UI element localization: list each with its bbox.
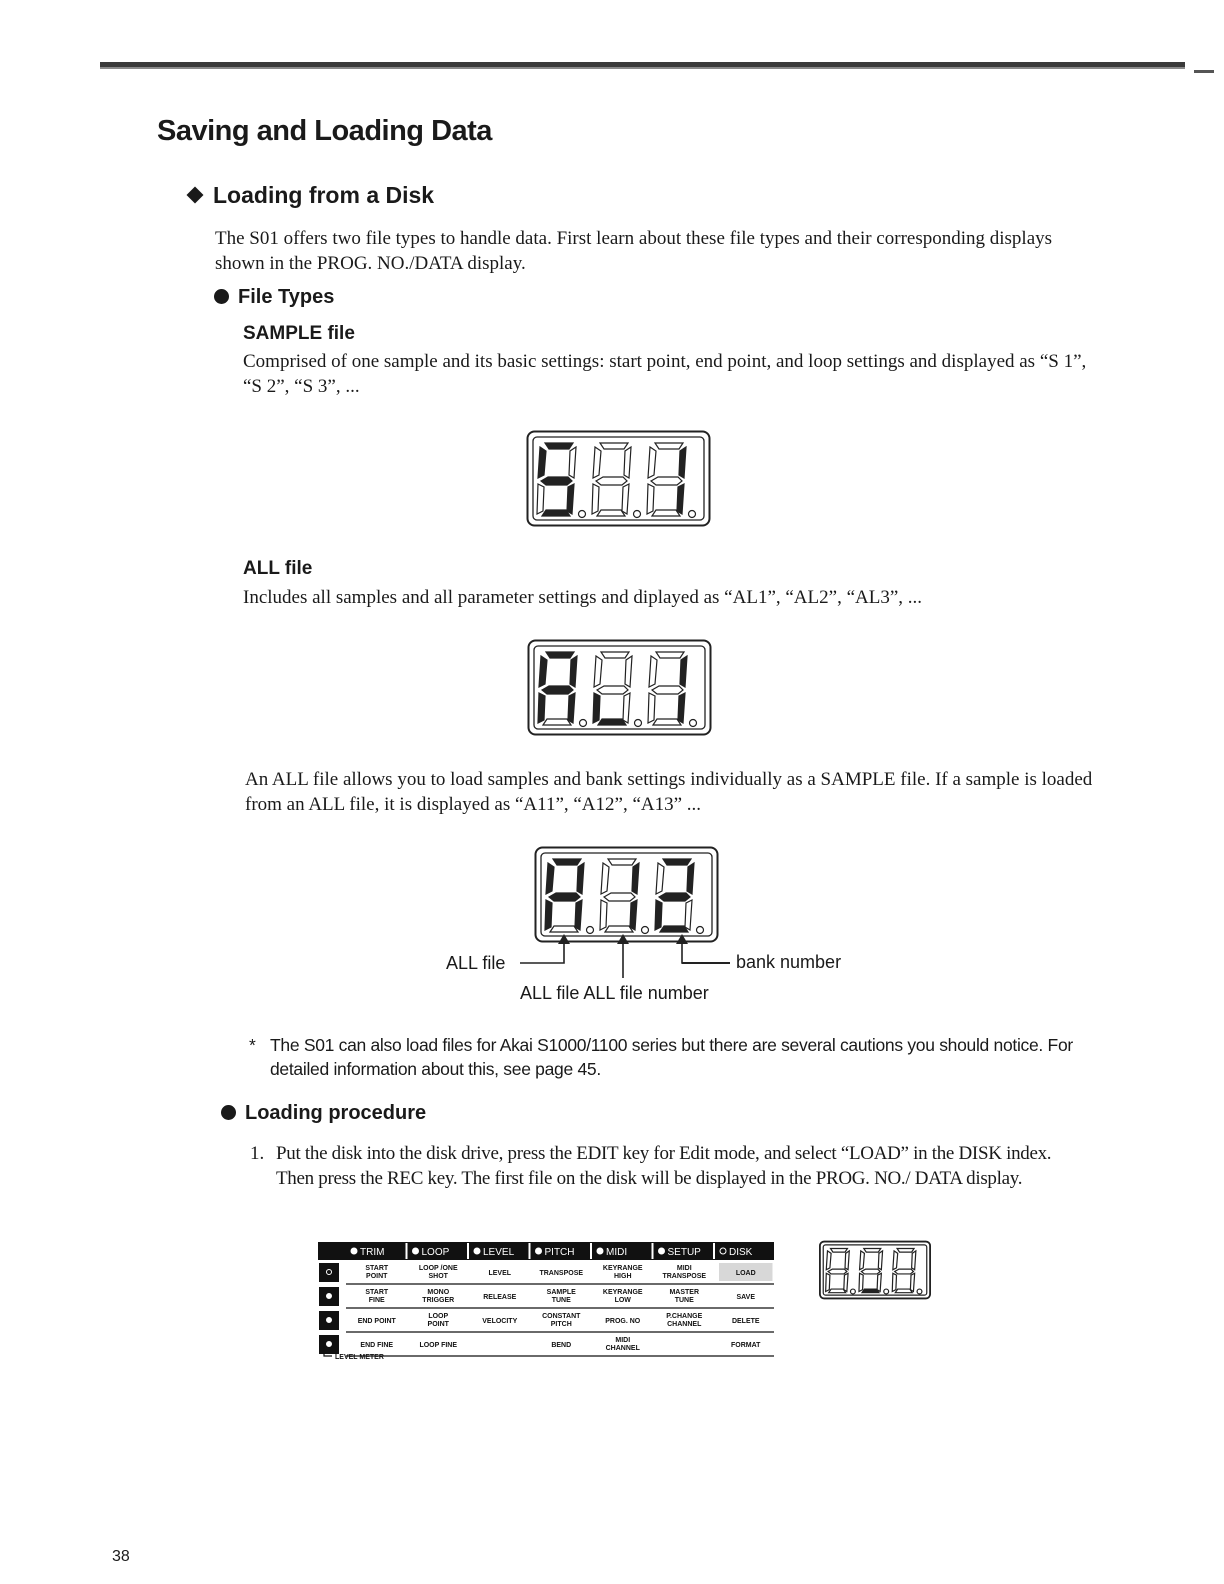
panel-cell-label: MONO: [427, 1289, 450, 1296]
panel-row-led-3: [327, 1342, 332, 1347]
panel-cell-label: END POINT: [357, 1318, 396, 1325]
arrow-bank-number: [682, 942, 700, 963]
page-number: 38: [112, 1548, 130, 1565]
panel-cell-label: SHOT: [428, 1273, 448, 1280]
panel-cell-label: PITCH: [550, 1321, 572, 1328]
panel-cell-label: KEYRANGE: [602, 1265, 643, 1272]
all-sample-text: An ALL file allows you to load samples and bank settings individually as a SAMPLE file. If a sample is loaded from an ALL file, it is displayed as “A11”, “A12”, “A13” ...: [245, 769, 1093, 815]
panel-led-1: [413, 1248, 419, 1254]
panel-cell-label: CHANNEL: [605, 1345, 640, 1352]
arrow-head-2: [617, 934, 629, 944]
lcd-display-small: [819, 1240, 931, 1300]
panel-cell-label: RELEASE: [483, 1294, 517, 1301]
panel-cell-label: LOOP /ONE: [418, 1265, 458, 1272]
intro-paragraph: The S01 offers two file types to handle data. First learn about these file types and their corresponding displays shown in the PROG. NO./DATA display.: [215, 228, 1053, 274]
panel-led-0: [351, 1248, 357, 1254]
panel-cell-label: FINE: [368, 1297, 385, 1304]
panel-row-led-0: [327, 1270, 332, 1275]
panel-cell-label: LOOP: [428, 1313, 449, 1320]
top-rule-tail: [1194, 70, 1214, 73]
panel-cell-label: DELETE: [731, 1318, 760, 1325]
note-text: The S01 can also load files for Akai S1000/1100 series but there are several cautions you should notice. For detailed information about this, see page 45.: [270, 1035, 1073, 1079]
panel-led-4: [597, 1248, 603, 1254]
panel-led-2: [474, 1248, 480, 1254]
panel-led-3: [536, 1248, 542, 1254]
panel-cell-label: START: [365, 1265, 389, 1272]
lcd-display-sample: [526, 430, 711, 527]
panel-cell-label: HIGH: [614, 1273, 632, 1280]
panel-cell-label: TRANSPOSE: [662, 1273, 707, 1280]
panel-cell-label: END FINE: [360, 1342, 394, 1349]
label-all-file: ALL file: [446, 953, 506, 973]
panel-cell-label: KEYRANGE: [602, 1289, 643, 1296]
bullet-icon: [221, 1105, 236, 1120]
step-text: Put the disk into the disk drive, press the EDIT key for Edit mode, and select “LOAD” in the DISK index. Then press the REC key. The first file on the disk will be displayed in the PROG. NO./ DATA display.: [276, 1143, 1052, 1189]
note-marker: *: [249, 1035, 256, 1055]
sample-file-heading: SAMPLE file: [243, 323, 355, 344]
panel-cell-label: BEND: [551, 1342, 572, 1349]
arrow-all-file: [520, 942, 564, 963]
lcd-display-all-sample: [534, 846, 719, 943]
panel-header-setup: SETUP: [667, 1247, 701, 1258]
arrow-head-1: [558, 934, 570, 944]
panel-header-level: LEVEL: [483, 1247, 515, 1258]
panel-cell-label: MASTER: [669, 1289, 700, 1296]
arrow-head-3: [676, 934, 688, 944]
panel-led-5: [659, 1248, 665, 1254]
bank-number-leader-line: [682, 962, 730, 964]
label-all-file-number: ALL file ALL file number: [520, 983, 709, 1003]
panel-cell-label: TUNE: [551, 1297, 571, 1304]
panel-row-led-2: [327, 1318, 332, 1323]
panel-header-pitch: PITCH: [544, 1247, 575, 1258]
panel-header-loop: LOOP: [421, 1247, 450, 1258]
step-number: 1.: [250, 1143, 265, 1164]
front-panel-diagram: [318, 1242, 778, 1364]
panel-cell-label: VELOCITY: [482, 1318, 518, 1325]
panel-cell-label: LOOP FINE: [419, 1342, 458, 1349]
label-bank-number: bank number: [736, 952, 842, 972]
section-title-text: Loading from a Disk: [213, 182, 435, 208]
panel-cell-label: FORMAT: [731, 1342, 761, 1349]
bullet-icon: [214, 289, 229, 304]
panel-cell-label: POINT: [366, 1273, 388, 1280]
panel-led-6: [720, 1248, 726, 1254]
page-title: Saving and Loading Data: [157, 115, 492, 147]
panel-cell-label: TRANSPOSE: [539, 1270, 584, 1277]
level-meter-label: LEVEL METER: [335, 1354, 384, 1361]
panel-cell-label: CHANNEL: [667, 1321, 702, 1328]
panel-cell-label: TRIGGER: [422, 1297, 455, 1304]
annotation-arrows: [500, 930, 700, 980]
panel-cell-label: TUNE: [674, 1297, 694, 1304]
panel-header-trim: TRIM: [360, 1247, 385, 1258]
panel-cell-label: LOAD: [735, 1270, 756, 1277]
procedure-heading-text: Loading procedure: [245, 1102, 427, 1124]
top-rule: [100, 62, 1185, 69]
panel-header-midi: MIDI: [606, 1247, 628, 1258]
panel-cell-label: MIDI: [615, 1337, 631, 1344]
panel-cell-label: CONSTANT: [542, 1313, 581, 1320]
panel-cell-label: P.CHANGE: [666, 1313, 703, 1320]
sample-file-text: Comprised of one sample and its basic settings: start point, end point, and loop settings and displayed as “S 1”, “S 2”, “S 3”, ...: [243, 351, 1087, 397]
procedure-heading: [221, 1102, 426, 1125]
diamond-bullet-icon: [187, 187, 204, 204]
panel-cell-label: LOW: [614, 1297, 631, 1304]
panel-cell-label: POINT: [427, 1321, 449, 1328]
panel-cell-label: SAVE: [736, 1294, 756, 1301]
panel-cell-label: PROG. NO: [605, 1318, 641, 1325]
all-file-heading: ALL file: [243, 558, 313, 579]
panel-header-disk: DISK: [729, 1247, 753, 1258]
all-file-text: Includes all samples and all parameter settings and diplayed as “AL1”, “AL2”, “AL3”, ...: [243, 587, 923, 608]
file-types-heading: [214, 286, 334, 309]
panel-cell-label: LEVEL: [488, 1270, 512, 1277]
file-types-heading-text: File Types: [238, 286, 335, 308]
panel-cell-label: MIDI: [676, 1265, 692, 1272]
panel-cell-label: SAMPLE: [546, 1289, 576, 1296]
lcd-display-all: [527, 639, 712, 736]
section-title: [187, 182, 434, 209]
panel-row-led-1: [327, 1294, 332, 1299]
panel-cell-label: START: [365, 1289, 389, 1296]
